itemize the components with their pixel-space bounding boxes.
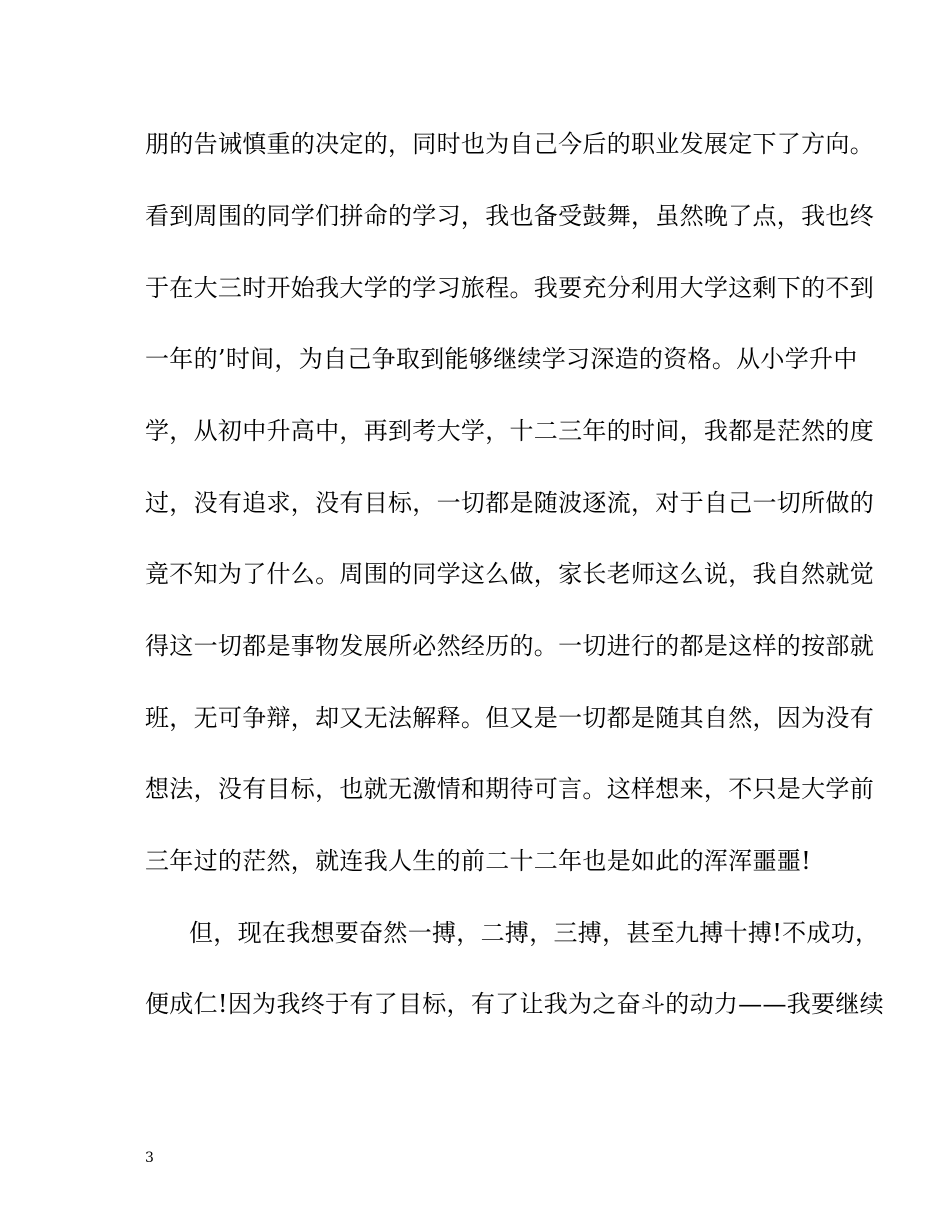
text-line: 一年的’时间，为自己争取到能够继续学习深造的资格。从小学升中 <box>145 345 858 373</box>
text-line: 想法，没有目标，也就无激情和期待可言。这样想来，不只是大学前 <box>145 775 874 803</box>
text-line: 于在大三时开始我大学的学习旅程。我要充分利用大学这剩下的不到 <box>145 274 874 302</box>
paragraph-first-line: 但，现在我想要奋然一搏，二搏，三搏，甚至九搏十搏!不成功， <box>189 919 880 947</box>
text-line: 三年过的茫然，就连我人生的前二十二年也是如此的浑浑噩噩! <box>145 847 812 875</box>
text-line: 便成仁!因为我终于有了目标，有了让我为之奋斗的动力——我要继续 <box>145 990 884 1018</box>
text-line: 竟不知为了什么。周围的同学这么做，家长老师这么说，我自然就觉 <box>145 560 874 588</box>
page-number: 3 <box>145 1150 154 1166</box>
text-line: 得这一切都是事物发展所必然经历的。一切进行的都是这样的按部就 <box>145 632 874 660</box>
text-line: 看到周围的同学们拼命的学习，我也备受鼓舞，虽然晚了点，我也终 <box>145 202 874 230</box>
text-line: 班，无可争辩，却又无法解释。但又是一切都是随其自然，因为没有 <box>145 704 874 732</box>
text-line: 过，没有追求，没有目标，一切都是随波逐流，对于自己一切所做的 <box>145 489 874 517</box>
text-line: 朋的告诫慎重的决定的，同时也为自己今后的职业发展定下了方向。 <box>145 130 874 158</box>
text-line: 学，从初中升高中，再到考大学，十二三年的时间，我都是茫然的度 <box>145 417 874 445</box>
